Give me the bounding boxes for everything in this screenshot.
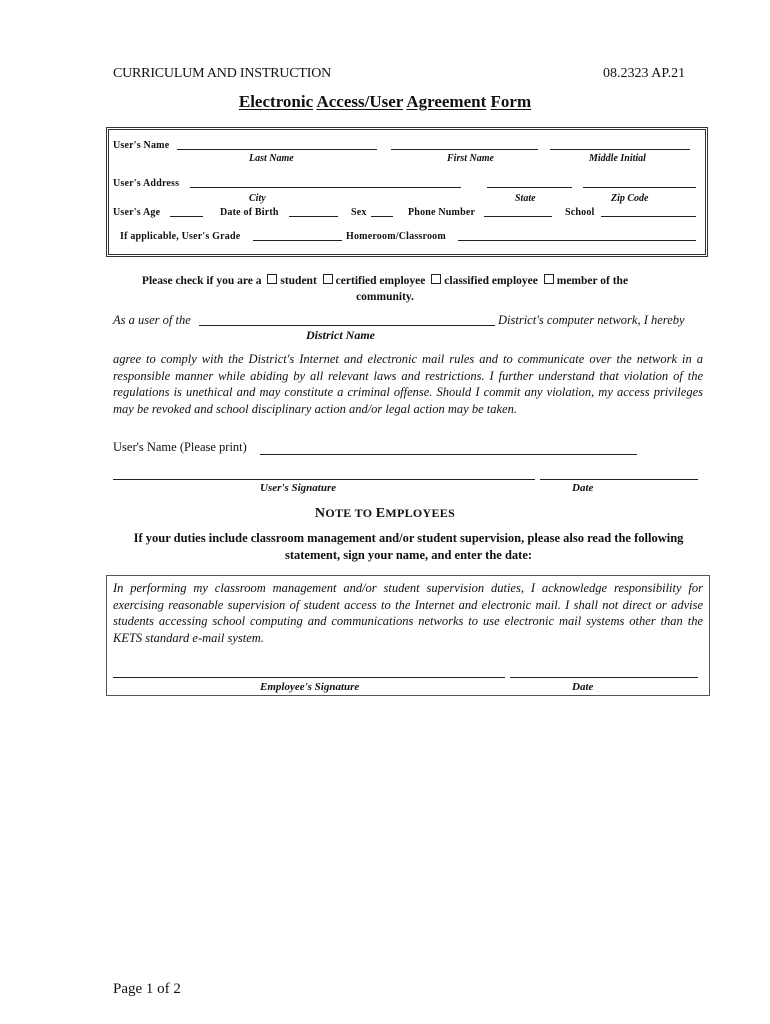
print-name-label: User's Name (Please print): [113, 440, 247, 454]
classified-checkbox[interactable]: [431, 274, 441, 284]
homeroom-field[interactable]: [458, 240, 696, 241]
zip-code-field[interactable]: [583, 187, 696, 188]
dob-field[interactable]: [289, 216, 338, 217]
address-field[interactable]: [190, 187, 461, 188]
grade-label: If applicable, User's Grade: [120, 231, 241, 242]
phone-field[interactable]: [484, 216, 552, 217]
form-title: [0, 92, 770, 112]
user-date-caption: Date: [572, 482, 594, 494]
last-name-caption: Last Name: [249, 153, 294, 164]
users-name-label: User's Name: [113, 140, 170, 151]
employee-date-field[interactable]: [510, 677, 698, 678]
employee-statement: In performing my classroom management and/or student supervision duties, I acknowledge responsibility for exercising reasonable supervision of student access to the Internet and electronic mail. I shall not direct or advise students accessing school computing and communications networks to use electronic mail systems other than the KETS standard e-mail system.: [113, 581, 703, 645]
zip-code-caption: Zip Code: [611, 193, 649, 204]
agreement-body: agree to comply with the District's Internet and electronic mail rules and to communicate over the network in a responsible manner while abiding by all relevant laws and restrictions. I further understand that violation of the regulations is unethical and may constitute a criminal offense. Should I commit any violation, my access privileges may be revoked and school disciplinary action and/or legal action may be taken.: [113, 352, 703, 416]
age-field[interactable]: [170, 216, 203, 217]
district-name-field[interactable]: [199, 325, 495, 326]
dob-label: Date of Birth: [220, 207, 279, 218]
middle-initial-caption: Middle Initial: [589, 153, 646, 164]
note-ote-to: OTE TO: [325, 506, 376, 520]
certified-label: certified employee: [335, 275, 426, 287]
user-type-checks: [0, 273, 770, 305]
policy-code: 08.2323 AP.21: [603, 66, 686, 81]
city-caption: City: [249, 193, 266, 204]
state-caption: State: [515, 193, 536, 204]
employee-signature-caption: Employee's Signature: [260, 681, 360, 693]
print-name-field[interactable]: [260, 454, 637, 455]
community-label: community.: [356, 291, 414, 303]
district-name-caption: District Name: [306, 328, 375, 342]
page-number: Page 1 of 2: [113, 981, 181, 997]
users-age-label: User's Age: [113, 207, 161, 218]
first-name-field[interactable]: [391, 149, 538, 150]
check-prompt: Please check if you are a: [141, 275, 262, 287]
state-field[interactable]: [487, 187, 572, 188]
note-mployees: MPLOYEES: [385, 506, 456, 520]
user-signature-field[interactable]: [113, 479, 535, 480]
employee-signature-field[interactable]: [113, 677, 505, 678]
classified-label: classified employee: [444, 275, 538, 287]
member-label: member of the: [556, 275, 629, 287]
first-name-caption: First Name: [447, 153, 494, 164]
school-field[interactable]: [601, 216, 696, 217]
note-cap-e: E: [375, 506, 386, 521]
note-heading: [0, 506, 770, 522]
sex-label: Sex: [351, 207, 367, 218]
homeroom-label: Homeroom/Classroom: [346, 231, 446, 242]
user-date-field[interactable]: [540, 479, 698, 480]
title-word: Access/User: [316, 92, 404, 111]
network-text: District's computer network, I hereby: [498, 313, 685, 327]
note-instruction: If your duties include classroom management and/or student supervision, please also read the following statement, sign your name, and enter the date:: [133, 531, 684, 562]
title-word: Electronic: [238, 92, 314, 111]
title-word: Form: [490, 92, 532, 111]
employee-date-caption: Date: [572, 681, 594, 693]
member-checkbox[interactable]: [544, 274, 554, 284]
student-label: student: [280, 275, 317, 287]
title-word: Agreement: [406, 92, 487, 111]
sex-field[interactable]: [371, 216, 393, 217]
middle-initial-field[interactable]: [550, 149, 690, 150]
student-checkbox[interactable]: [267, 274, 277, 284]
phone-label: Phone Number: [408, 207, 476, 218]
certified-checkbox[interactable]: [323, 274, 333, 284]
as-user-text: As a user of the: [113, 313, 191, 327]
user-signature-caption: User's Signature: [260, 482, 337, 494]
section-header: CURRICULUM AND INSTRUCTION: [113, 66, 332, 81]
grade-field[interactable]: [253, 240, 342, 241]
last-name-field[interactable]: [177, 149, 377, 150]
school-label: School: [565, 207, 595, 218]
note-cap-n: N: [314, 506, 326, 521]
users-address-label: User's Address: [113, 178, 180, 189]
